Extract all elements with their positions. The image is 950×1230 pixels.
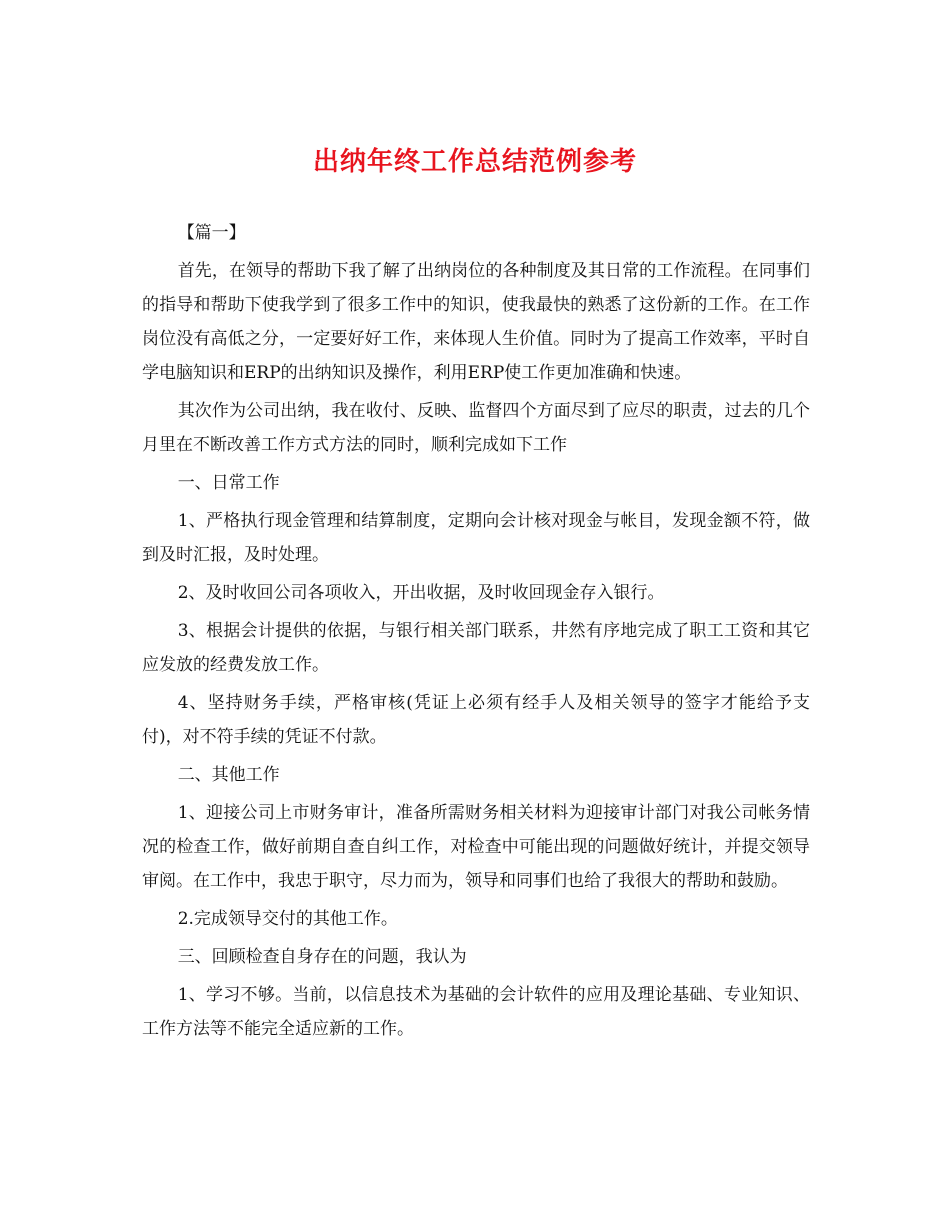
list-item-daily-4: 4、坚持财务手续，严格审核(凭证上必须有经手人及相关领导的签字才能给予支付)，对不符手续的凭证不付款。 — [142, 693, 810, 747]
heading-review-problems: 三、回顾检查自身存在的问题，我认为 — [177, 947, 467, 967]
list-item-daily-2: 2、及时收回公司各项收入，开出收据，及时收回现金存入银行。 — [177, 583, 665, 603]
heading-other-work: 二、其他工作 — [177, 765, 280, 785]
paragraph-intro: 首先，在领导的帮助下我了解了出纳岗位的各种制度及其日常的工作流程。在同事们的指导和帮助下使我学到了很多工作中的知识，使我最快的熟悉了这份新的工作。在工作岗位没有高低之分，一定要好好工作，来体现人生价值。同时为了提高工作效率，平时自学电脑知识和ERP的出纳知识及操作，利用ERP使工作更加准确和快速。 — [142, 261, 810, 383]
heading-daily-work: 一、日常工作 — [177, 473, 280, 493]
document-body — [142, 216, 810, 1050]
list-item-daily-3: 3、根据会计提供的依据，与银行相关部门联系，井然有序地完成了职工工资和其它应发放的经费发放工作。 — [142, 621, 810, 675]
section-tag-part-one: 【篇一】 — [177, 223, 246, 243]
document-title: 出纳年终工作总结范例参考 — [312, 147, 637, 177]
list-item-review-1: 1、学习不够。当前，以信息技术为基础的会计软件的应用及理论基础、专业知识、工作方法等不能完全适应新的工作。 — [142, 985, 810, 1039]
list-item-other-2: 2.完成领导交付的其他工作。 — [177, 909, 398, 929]
list-item-daily-1: 1、严格执行现金管理和结算制度，定期向会计核对现金与帐目，发现金额不符，做到及时汇报，及时处理。 — [142, 511, 810, 565]
paragraph-duties: 其次作为公司出纳，我在收付、反映、监督四个方面尽到了应尽的职责，过去的几个月里在不断改善工作方式方法的同时，顺利完成如下工作 — [142, 401, 810, 455]
list-item-other-1: 1、迎接公司上市财务审计，准备所需财务相关材料为迎接审计部门对我公司帐务情况的检查工作，做好前期自查自纠工作，对检查中可能出现的问题做好统计，并提交领导审阅。在工作中，我忠于职守，尽力而为，领导和同事们也给了我很大的帮助和鼓励。 — [142, 803, 810, 891]
